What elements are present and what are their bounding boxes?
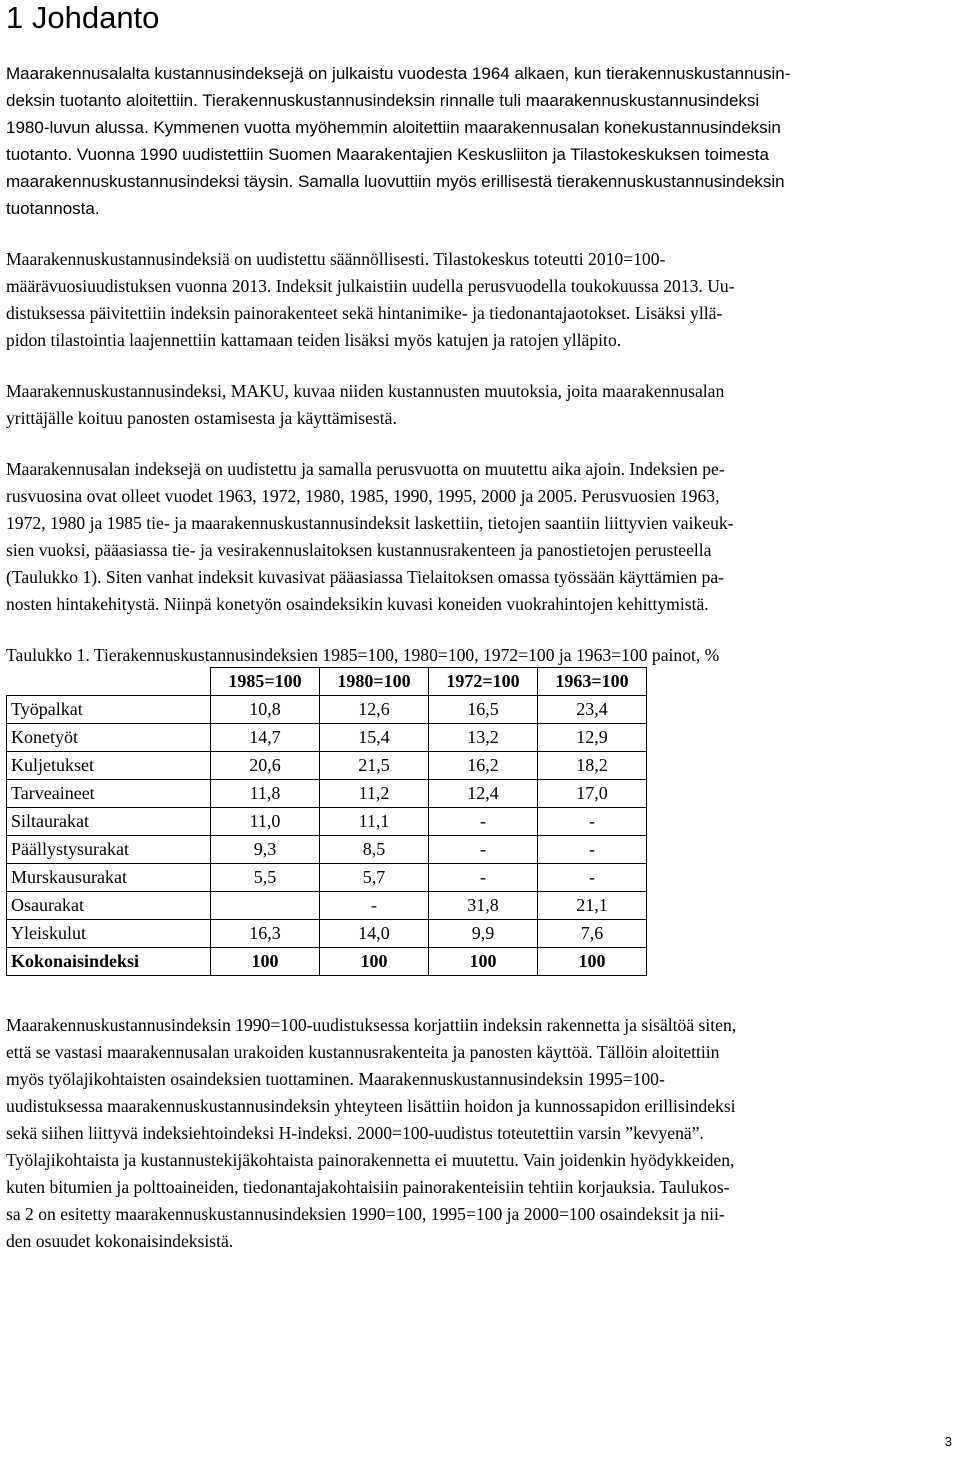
text-line: sekä siihen liittyvä indeksiehtoindeksi H-indeksi. 2000=100-uudistus toteutettiin varsin ”kevyenä”.: [6, 1123, 704, 1143]
text-line: sa 2 on esitetty maarakennuskustannusindeksien 1990=100, 1995=100 ja 2000=100 osaindeksit ja nii-: [6, 1204, 725, 1224]
table-cell: 13,2: [429, 724, 538, 752]
text-line: tuotannosta.: [6, 199, 100, 218]
table-cell: 5,5: [211, 864, 320, 892]
table-cell: 9,9: [429, 920, 538, 948]
table-cell: 11,2: [320, 780, 429, 808]
table-cell: 17,0: [538, 780, 647, 808]
text-line: että se vastasi maarakennusalan urakoiden kustannusrakenteita ja panosten käyttöä. Tällöin aloitettiin: [6, 1042, 720, 1062]
paragraph-1: [6, 60, 954, 222]
text-line: 1980-luvun alussa. Kymmenen vuotta myöhemmin aloitettiin maarakennusalan konekustannusindeksin: [6, 118, 781, 137]
table-cell: 5,7: [320, 864, 429, 892]
table-cell: 14,7: [211, 724, 320, 752]
table-cell: -: [538, 808, 647, 836]
table-total-row: [7, 948, 647, 976]
table-cell: 23,4: [538, 696, 647, 724]
text-line: yrittäjälle koituu panosten ostamisesta ja käyttämisestä.: [6, 408, 397, 428]
table-cell: 11,1: [320, 808, 429, 836]
row-label: Yleiskulut: [7, 920, 211, 948]
table-row: [7, 808, 647, 836]
row-label: Työpalkat: [7, 696, 211, 724]
row-label: Murskausurakat: [7, 864, 211, 892]
page-number: 3: [944, 1434, 952, 1449]
table-row: [7, 864, 647, 892]
table-cell: 18,2: [538, 752, 647, 780]
row-label: Konetyöt: [7, 724, 211, 752]
text-line: kuten bitumien ja polttoaineiden, tiedonantajakohtaisiin painorakenteisiin tehtiin korjauksia. Taulukos-: [6, 1177, 730, 1197]
table-cell: 100: [211, 948, 320, 976]
table-cell: 20,6: [211, 752, 320, 780]
table-row: [7, 724, 647, 752]
table-cell: 11,0: [211, 808, 320, 836]
header-cell: 1985=100: [211, 668, 320, 696]
text-line: nosten hintakehitystä. Niinpä konetyön osaindeksikin kuvasi koneiden vuokrahintojen kehittymistä.: [6, 594, 709, 614]
text-line: rusvuosina ovat olleet vuodet 1963, 1972, 1980, 1985, 1990, 1995, 2000 ja 2005. Perusvuosien 1963,: [6, 486, 720, 506]
table-row: [7, 836, 647, 864]
table-cell: 16,3: [211, 920, 320, 948]
table-cell: 100: [429, 948, 538, 976]
text-line: Maarakennuskustannusindeksi, MAKU, kuvaa niiden kustannusten muutoksia, joita maarakennusalan: [6, 381, 725, 401]
table-row: [7, 892, 647, 920]
header-cell: 1963=100: [538, 668, 647, 696]
section-heading: 1 Johdanto: [6, 0, 160, 35]
table-cell: [211, 892, 320, 920]
paragraph-3: [6, 378, 954, 432]
row-label: Kokonaisindeksi: [7, 948, 211, 976]
text-line: sien vuoksi, pääasiassa tie- ja vesirakennuslaitoksen kustannusrakenteen ja panostietojen perusteella: [6, 540, 712, 560]
table-cell: 12,4: [429, 780, 538, 808]
table-cell: -: [538, 836, 647, 864]
table-cell: 100: [320, 948, 429, 976]
header-cell: 1972=100: [429, 668, 538, 696]
text-line: Maarakennusalalta kustannusindeksejä on julkaistu vuodesta 1964 alkaen, kun tierakennuskustannusin-: [6, 64, 791, 83]
table-row: [7, 696, 647, 724]
table-cell: 15,4: [320, 724, 429, 752]
table-cell: 9,3: [211, 836, 320, 864]
table-cell: -: [320, 892, 429, 920]
header-cell: 1980=100: [320, 668, 429, 696]
text-line: pidon tilastointia laajennettiin kattamaan teiden lisäksi myös katujen ja ratojen ylläpito.: [6, 330, 622, 350]
text-line: 1972, 1980 ja 1985 tie- ja maarakennuskustannusindeksit laskettiin, tietojen saantiin liittyvien vaikeuk-: [6, 513, 734, 533]
table-row: [7, 920, 647, 948]
row-label: Tarveaineet: [7, 780, 211, 808]
table-cell: 31,8: [429, 892, 538, 920]
table-caption: [6, 642, 954, 669]
text-line: deksin tuotanto aloitettiin. Tierakennuskustannusindeksin rinnalle tuli maarakennuskustannusindeksi: [6, 91, 760, 110]
table-cell: -: [429, 864, 538, 892]
table-cell: 16,5: [429, 696, 538, 724]
table-cell: 21,1: [538, 892, 647, 920]
table-cell: 10,8: [211, 696, 320, 724]
paragraph-2: [6, 246, 954, 354]
text-line: määrävuosiuudistuksen vuonna 2013. Indeksit julkaistiin uudella perusvuodella toukokuussa 2013. Uu-: [6, 276, 735, 296]
text-line: maarakennuskustannusindeksi täysin. Samalla luovuttiin myös erillisestä tierakennuskustannusindeksin: [6, 172, 785, 191]
header-cell-empty: [7, 668, 211, 696]
weights-table: [6, 667, 647, 976]
table-cell: 12,9: [538, 724, 647, 752]
table-cell: 11,8: [211, 780, 320, 808]
table-cell: -: [429, 836, 538, 864]
text-line: Maarakennuskustannusindeksin 1990=100-uudistuksessa korjattiin indeksin rakennetta ja sisältöä siten,: [6, 1015, 737, 1035]
text-line: Maarakennusalan indeksejä on uudistettu ja samalla perusvuotta on muutettu aika ajoin. Indeksien pe-: [6, 459, 725, 479]
paragraph-4: [6, 456, 954, 618]
row-label: Osaurakat: [7, 892, 211, 920]
caption-text: Taulukko 1. Tierakennuskustannusindeksien 1985=100, 1980=100, 1972=100 ja 1963=100 painot, %: [6, 645, 720, 665]
table-cell: 21,5: [320, 752, 429, 780]
table-row: [7, 752, 647, 780]
table-cell: -: [429, 808, 538, 836]
text-line: Työlajikohtaista ja kustannustekijäkohtaista painorakennetta ei muutettu. Vain joidenkin hyödykkeiden,: [6, 1150, 735, 1170]
text-line: den osuudet kokonaisindeksistä.: [6, 1231, 234, 1251]
row-label: Kuljetukset: [7, 752, 211, 780]
table-cell: 7,6: [538, 920, 647, 948]
text-line: Maarakennuskustannusindeksiä on uudistettu säännöllisesti. Tilastokeskus toteutti 2010=100-: [6, 249, 666, 269]
paragraph-5: [6, 1012, 954, 1255]
table-cell: 12,6: [320, 696, 429, 724]
text-line: (Taulukko 1). Siten vanhat indeksit kuvasivat pääasiassa Tielaitoksen omassa työssään käyttämien pa-: [6, 567, 725, 587]
table-header-row: [7, 668, 647, 696]
table-cell: -: [538, 864, 647, 892]
table-cell: 8,5: [320, 836, 429, 864]
text-line: tuotanto. Vuonna 1990 uudistettiin Suomen Maarakentajien Keskusliiton ja Tilastokeskuksen toimesta: [6, 145, 769, 164]
table-cell: 14,0: [320, 920, 429, 948]
table-cell: 16,2: [429, 752, 538, 780]
row-label: Päällystysurakat: [7, 836, 211, 864]
table-cell: 100: [538, 948, 647, 976]
text-line: uudistuksessa maarakennuskustannusindeksin yhteyteen lisättiin hoidon ja kunnossapidon erillisindeksi: [6, 1096, 736, 1116]
row-label: Siltaurakat: [7, 808, 211, 836]
text-line: myös työlajikohtaisten osaindeksien tuottaminen. Maarakennuskustannusindeksin 1995=100-: [6, 1069, 665, 1089]
text-line: distuksessa päivitettiin indeksin painorakenteet sekä hintanimike- ja tiedonantajaotokset. Lisäksi yllä-: [6, 303, 723, 323]
table-row: [7, 780, 647, 808]
